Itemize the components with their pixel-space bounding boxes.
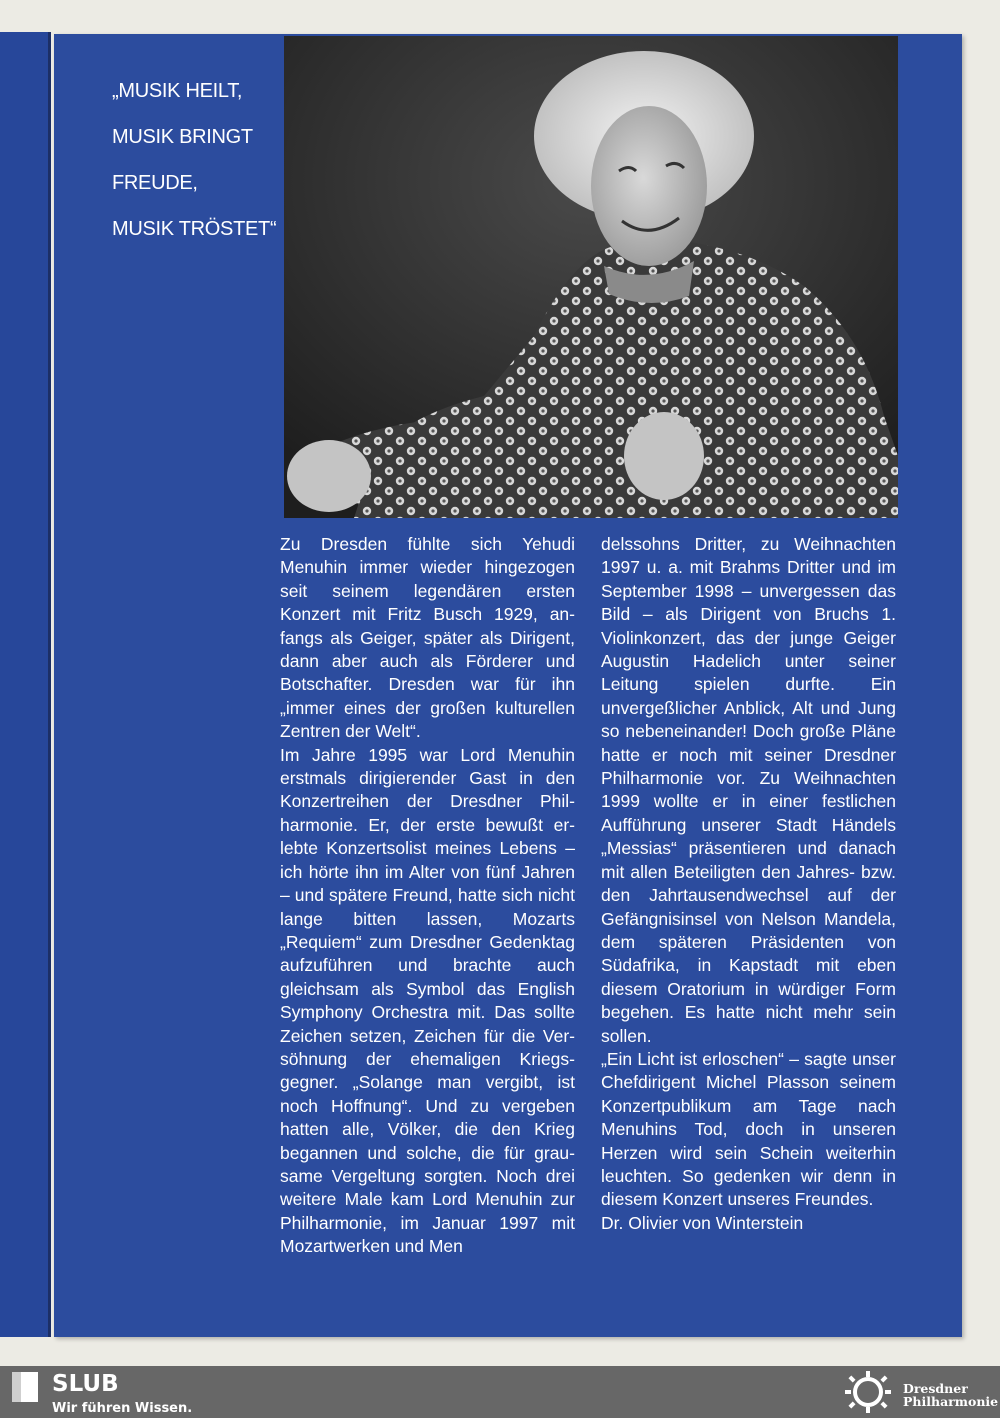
article-paragraph: Im Jahre 1995 war Lord Menuhin erstmals dirigierender Gast in den Konzertreihen der Dresdner Philharmonie. Er, der erste bewußt erlebte Konzertsolist meines Lebens – ich hörte ihn im Alter von fünf Jahren – und spätere Freund, hatte sich nicht lange bitten lassen, Mozarts „Requiem“ zum Dresdner Gedenktag aufzuführen und brachte auch gleichsam als Symbol das English Symphony Orchestra mit. Das sollte Zeichen setzen, Zeichen für die Versöhnung der ehemaligen Kriegsgegner. „Solange man vergibt, ist noch Hoffnung“. Und zu vergeben hatten alle, Völker, die den Krieg begannen und solche, die für grausame Vergeltung sorgten. Noch drei weitere Male kam Lord Menuhin zur Philharmonie, im Januar 1997 mit Mozartwerken und Men: [280, 744, 575, 1257]
slub-name: SLUB: [52, 1371, 119, 1397]
quote-line-4: MUSIK TRÖSTET“: [112, 218, 277, 240]
article-column-right: [601, 533, 896, 1235]
left-page-edge: [0, 32, 48, 1337]
quote-line-3: FREUDE,: [112, 172, 198, 194]
partner-line-2: Philharmonie: [903, 1394, 999, 1409]
slub-logo-icon[interactable]: [12, 1372, 42, 1406]
article-paragraph: delssohns Dritter, zu Weihnachten 1997 u. a. mit Brahms Dritter und im September 1998 – unvergessen das Bild – als Dirigent von Bruchs 1. Violinkonzert, das der junge Geiger Augustin Hadelich unter seiner Leitung spielen durfte. Ein unvergeßlicher Anblick, Alt und Jung so nebeneinander! Doch große Pläne hatte er noch mit seiner Dresdner Philharmonie vor. Zu Weihnachten 1999 wollte er in einer festlichen Aufführung unserer Stadt Händels „Messias“ präsentieren und danach mit allen Beteiligten den Jahres- bzw. den Jahrtausendwechsel auf der Gefängnisinsel von Nelson Mandela, dem späteren Präsidenten von Südafrika, in Kapstadt mit eben diesem Oratorium in würdiger Form begehen. Es hatte nicht mehr sein sollen.: [601, 534, 896, 1046]
dresdner-philharmonie-wordmark: [903, 1382, 998, 1408]
quote-line-1: „MUSIK HEILT,: [112, 80, 243, 102]
dresdner-philharmonie-logo-icon[interactable]: [840, 1370, 896, 1418]
author-signature: Dr. Olivier von Winterstein: [601, 1212, 804, 1233]
article-paragraph: Zu Dresden fühlte sich Yehudi Menuhin immer wieder hingezogen seit seinem legendären ersten Konzert mit Fritz Busch 1929, anfangs als Geiger, später als Dirigent, dann aber auch als Förderer und Botschafter. Dresden war für ihn „immer eines der großen kulturellen Zentren der Welt“.: [280, 534, 575, 742]
quote-line-2: MUSIK BRINGT: [112, 126, 253, 148]
slub-tagline: Wir führen Wissen.: [52, 1401, 193, 1416]
partner-line-1: Dresdner: [903, 1381, 968, 1396]
article-paragraph: „Ein Licht ist erloschen“ – sagte unser Chefdirigent Michel Plasson seinem Konzertpublikum am Tage nach Menuhins Tod, doch in unseren Herzen wird sein Schein weiterhin leuchten. So gedenken wir denn in diesem Konzert unseres Freundes.: [601, 1048, 896, 1210]
conductor-photo: [284, 36, 898, 518]
pull-quote: [112, 68, 287, 252]
article-column-left: [280, 533, 575, 1259]
book-spine: [48, 32, 51, 1337]
